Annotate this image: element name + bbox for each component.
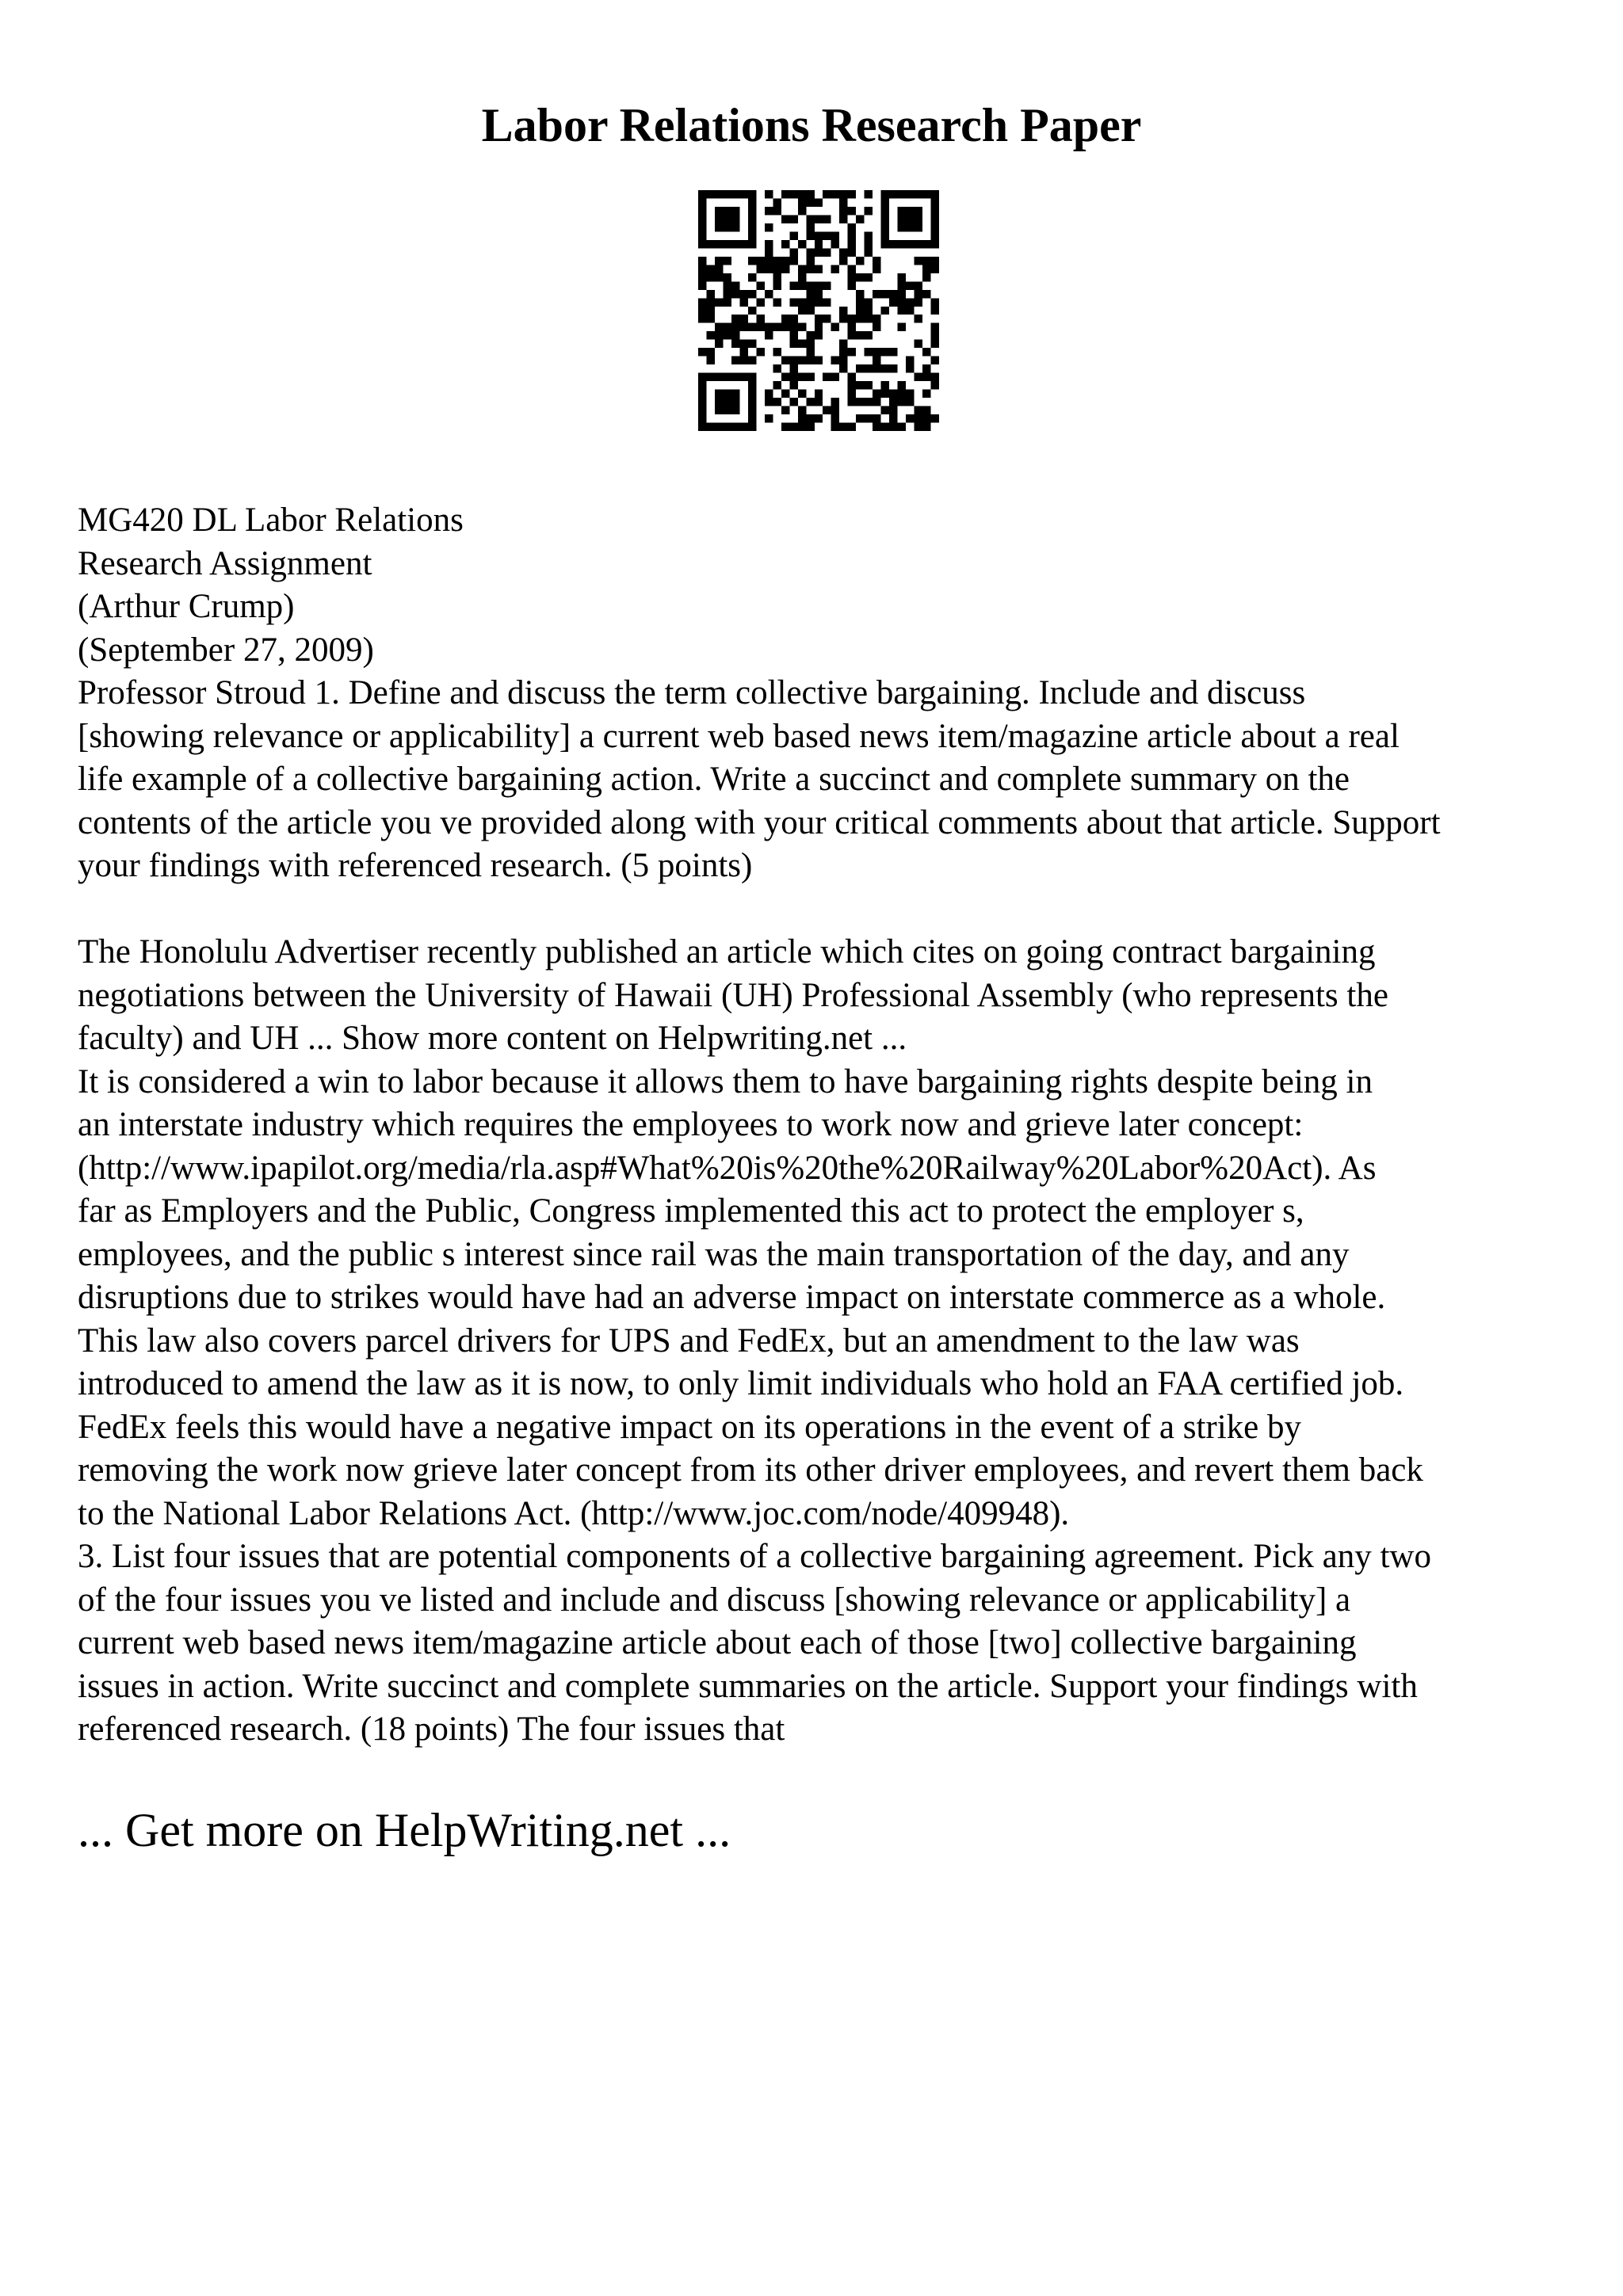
text-line: Research Assignment [78, 544, 372, 582]
text-line: contents of the article you ve provided along with your critical comments about that article. Support [78, 803, 1441, 841]
text-line: (Arthur Crump) [78, 588, 295, 625]
text-line: referenced research. (18 points) The four issues that [78, 1711, 785, 1748]
qr-code-icon [698, 190, 939, 431]
text-line: introduced to amend the law as it is now, to only limit individuals who hold an FAA certified job. [78, 1365, 1404, 1402]
text-line: 3. List four issues that are potential components of a collective bargaining agreement. Pick any two [78, 1538, 1431, 1575]
text-line: negotiations between the University of Hawaii (UH) Professional Assembly (who represents the [78, 976, 1388, 1014]
text-line: of the four issues you ve listed and include and discuss [showing relevance or applicability] a [78, 1581, 1351, 1619]
text-line: faculty) and UH ... Show more content on Helpwriting.net ... [78, 1020, 907, 1057]
text-line: removing the work now grieve later concept from its other driver employees, and revert them back [78, 1451, 1423, 1489]
text-line: (September 27, 2009) [78, 631, 374, 669]
document-body [78, 499, 1568, 1752]
text-line: Professor Stroud 1. Define and discuss the term collective bargaining. Include and discuss [78, 674, 1306, 711]
text-line: issues in action. Write succinct and complete summaries on the article. Support your findings with [78, 1667, 1418, 1705]
text-line: FedEx feels this would have a negative impact on its operations in the event of a strike by [78, 1408, 1302, 1446]
text-line: life example of a collective bargaining action. Write a succinct and complete summary on the [78, 761, 1350, 798]
text-line: your findings with referenced research. (5 points) [78, 847, 753, 884]
footer-link[interactable]: ... Get more on HelpWriting.net ... [78, 1804, 731, 1856]
page-title: Labor Relations Research Paper [481, 99, 1142, 151]
text-line: far as Employers and the Public, Congress implemented this act to protect the employer s, [78, 1192, 1304, 1230]
text-line: (http://www.ipapilot.org/media/rla.asp#What%20is%20the%20Railway%20Labor%20Act). As [78, 1149, 1377, 1187]
text-line: current web based news item/magazine article about each of those [two] collective bargaining [78, 1624, 1357, 1661]
text-line: to the National Labor Relations Act. (http://www.joc.com/node/409948). [78, 1494, 1070, 1532]
text-line: It is considered a win to labor because it allows them to have bargaining rights despite being in [78, 1062, 1373, 1100]
text-line: an interstate industry which requires the employees to work now and grieve later concept: [78, 1106, 1304, 1143]
text-line: This law also covers parcel drivers for UPS and FedEx, but an amendment to the law was [78, 1322, 1300, 1360]
qr-code [698, 190, 939, 431]
text-line: employees, and the public s interest since rail was the main transportation of the day, and any [78, 1235, 1350, 1273]
text-line: The Honolulu Advertiser recently published an article which cites on going contract bargaining [78, 933, 1376, 971]
text-line: [showing relevance or applicability] a current web based news item/magazine article about a real [78, 717, 1400, 755]
paragraph-gap [78, 888, 1568, 932]
text-line: disruptions due to strikes would have had an adverse impact on interstate commerce as a whole. [78, 1279, 1386, 1316]
text-line: MG420 DL Labor Relations [78, 502, 464, 539]
